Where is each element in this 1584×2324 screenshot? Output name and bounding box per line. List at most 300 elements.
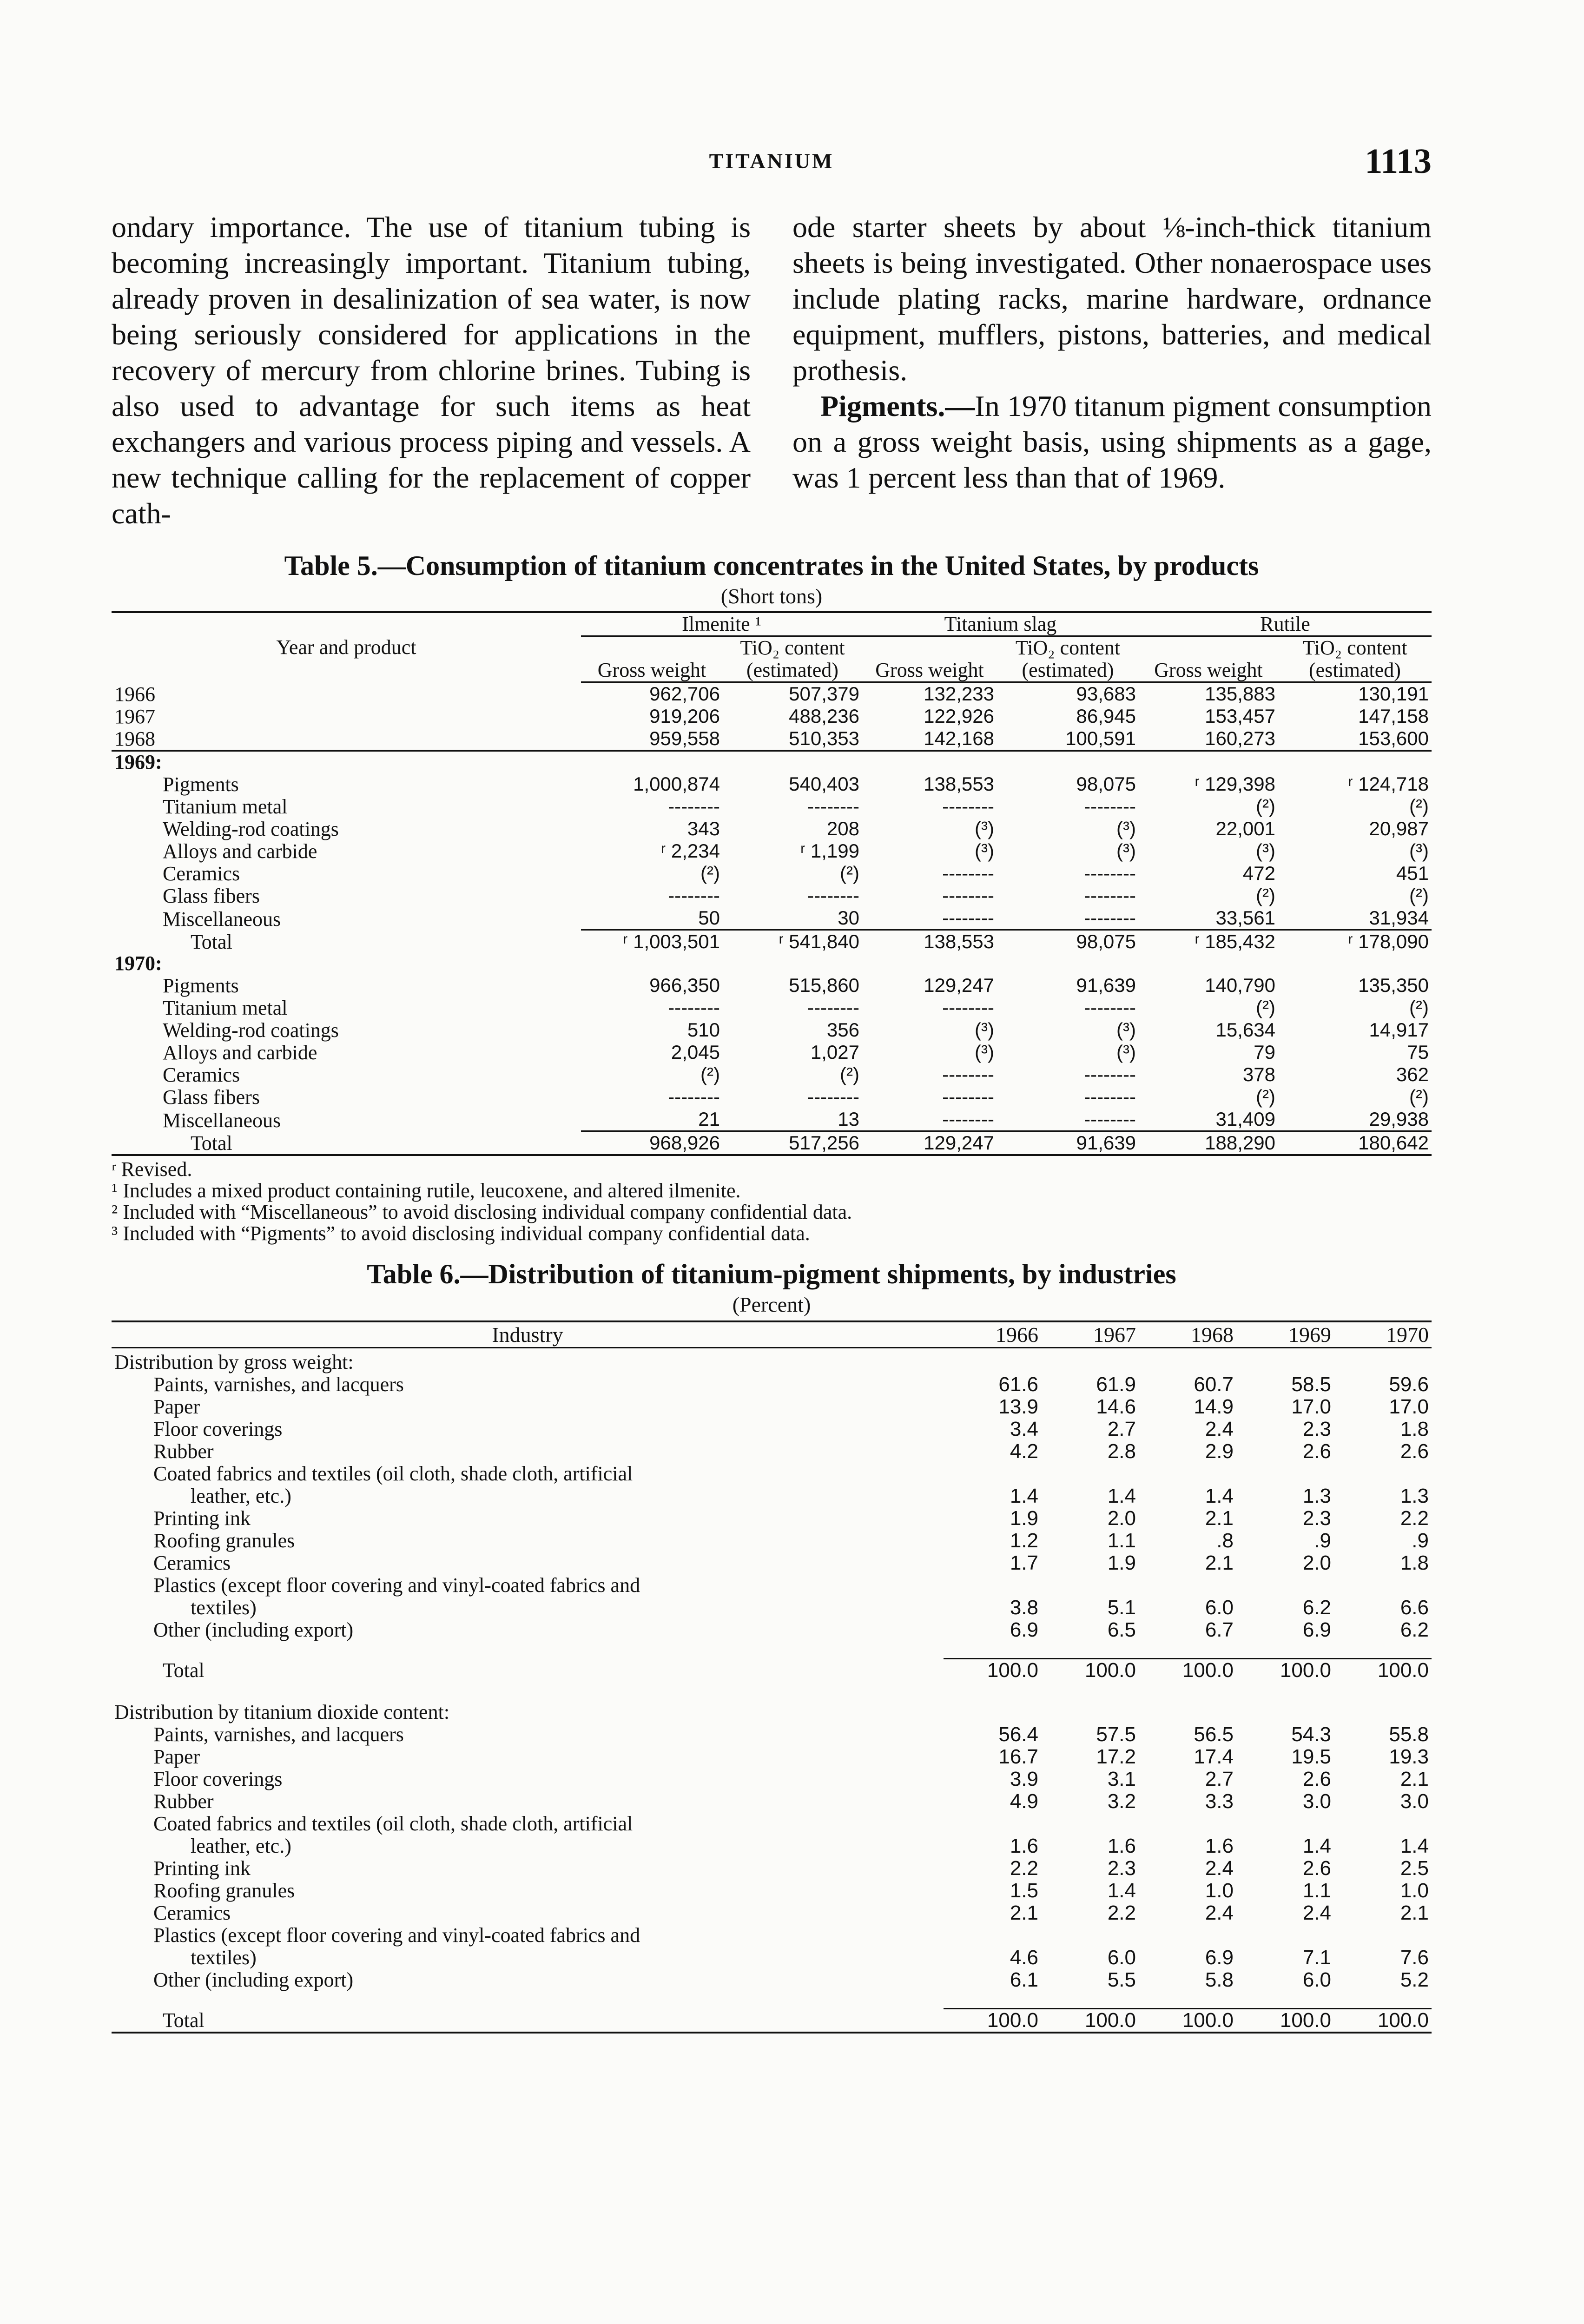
table6-cell: 2.0 [1107,1507,1136,1530]
table5-footnote: ʳ Revised. [112,1158,192,1181]
table6-cell: 1.7 [1010,1552,1038,1574]
table5-col-header: TiO₂ content (estimated) [997,636,1139,682]
table6-cell: 2.6 [1302,1440,1331,1463]
table6-cell: 1.9 [1010,1507,1038,1530]
table5-cell: 21 [698,1108,720,1130]
table6-cell: 61.9 [1096,1373,1136,1396]
table5-cell: (²) [1256,795,1275,817]
table5-cell: 135,350 [1358,974,1429,996]
table6-cell: 2.7 [1107,1418,1136,1440]
table6-empty-cell [1236,1813,1334,1835]
table5-cell: 356 [826,1019,859,1041]
table6-row [112,1768,1432,1790]
table5-row-label: Ceramics [163,862,240,885]
table5-cell: 959,558 [581,727,723,751]
table6-row [112,1723,1432,1746]
table5-cell: 31,409 [1215,1108,1275,1130]
table5-cell: (²) [1256,1086,1275,1108]
table5-row-label: Glass fibers [163,885,260,907]
table5-footnote: ³ Included with “Pigments” to avoid disclosing individual company confidential data. [112,1222,810,1245]
table5-cell: 132,233 [924,683,994,705]
table5-cell: (²) [1409,885,1429,906]
table5-year-label: 1969: [114,751,162,773]
table5-cell: 180,642 [1278,1131,1432,1155]
table6-empty-cell [1139,1813,1236,1835]
table6-cell: 1.4 [1107,1879,1136,1902]
table5-cell: 515,860 [789,974,859,996]
table6-cell: 2.0 [1302,1552,1331,1574]
table5-cell: (²) [1409,997,1429,1018]
table6-cell: 55.8 [1389,1723,1429,1746]
table6-cell: 1.0 [1400,1879,1429,1902]
table5-row-label: 1967 [114,705,155,728]
table6-total-cell: 100.0 [1236,2009,1334,2033]
table5-cell: 378 [1242,1063,1275,1085]
table6-empty-cell [1236,1574,1334,1597]
table5-cell: (²) [700,1063,720,1085]
table5-year-label: 1970: [114,952,162,975]
table5-cell: (²) [1256,885,1275,906]
table5-cell: 160,273 [1139,727,1278,751]
table5-cell: 22,001 [1215,818,1275,839]
table6-cell: 13.9 [998,1395,1038,1418]
table6-cell: 2.1 [1205,1552,1234,1574]
table5-cell: 91,639 [1076,974,1136,996]
table5-cell: 31,934 [1369,907,1429,929]
table6-empty-cell [1139,1463,1236,1485]
table5-cell: 135,883 [1205,683,1275,705]
table5-col-header: Gross weight [1139,636,1278,682]
table6-spacer-cell [112,1641,1432,1659]
table5-cell: 962,706 [649,683,720,705]
table5-footnote: ² Included with “Miscellaneous” to avoid disclosing individual company confidential data. [112,1201,852,1223]
table6-title: Table 6.—Distribution of titanium-pigment shipments, by industries [367,1259,1176,1289]
table6-row [112,1373,1432,1396]
table6-cell: 14.6 [1096,1395,1136,1418]
table6-cell: 60.7 [1194,1373,1234,1396]
table6-cell: 57.5 [1096,1723,1136,1746]
table6-year-header: 1969 [1236,1321,1334,1348]
table6-row-label: Paints, varnishes, and lacquers [153,1373,404,1396]
table6-cell: 2.5 [1400,1857,1429,1880]
table5-cell: 50 [698,907,720,929]
table5-row-label: Glass fibers [163,1086,260,1109]
table6-total-cell: 100.0 [944,2009,1041,2033]
table5-cell: -------- [1084,862,1136,884]
pigments-text: In 1970 titanum pigment consumption on a gross weight basis, using shipments as a gage, was 1 percent less than that of 1969. [792,390,1432,494]
table5-row-label: Welding-rod coatings [163,1019,339,1042]
table5-row-label: Pigments [163,974,239,997]
table6-cell: 2.2 [1107,1901,1136,1924]
table6-cell: 14.9 [1194,1395,1234,1418]
table5-col-header: TiO₂ content (estimated) [1278,636,1432,682]
table5-col-header: Gross weight [862,636,997,682]
table6-empty-cell [944,1463,1041,1485]
table5-row [112,1019,1432,1041]
table5-cell: 14,917 [1369,1019,1429,1041]
table6-cell: 1.4 [1400,1835,1429,1857]
table6-total-label: Total [163,1659,205,1682]
table6-row [112,1396,1432,1418]
table5-cell: ʳ 541,840 [723,930,862,953]
table6-total-row [112,1659,1432,1682]
table5-cell: 1,000,874 [633,773,720,795]
table5-cell: -------- [1084,907,1136,929]
table5-cell: 91,639 [997,1131,1139,1155]
table5-row [112,773,1432,795]
table5-cell: (³) [1116,840,1136,862]
table5-cell: -------- [1084,1086,1136,1108]
table5-row [112,840,1432,862]
table6-cell: 17.2 [1096,1745,1136,1768]
table6-row-label: Other (including export) [153,1618,354,1641]
table6-cell: 3.8 [1010,1596,1038,1619]
table5-row [112,862,1432,885]
table6-cell: 4.9 [1010,1790,1038,1813]
table5-cell: 29,938 [1369,1108,1429,1130]
table6-cell: 2.1 [1400,1901,1429,1924]
table5-row-label: Miscellaneous [163,1109,281,1132]
table5-cell: -------- [668,795,720,817]
table6-row [112,1597,1432,1619]
table6-row-label: Coated fabrics and textiles (oil cloth, shade cloth, artificial [153,1812,633,1835]
table5-year-heading [112,751,1432,773]
table5-cell: -------- [1084,1063,1136,1085]
table5 [112,611,1432,1156]
table6-spacer [112,1682,1432,1698]
table6-cell: 1.9 [1107,1552,1136,1574]
table5-cell: ʳ 185,432 [1139,930,1278,953]
table6-row [112,1857,1432,1880]
table6-cell: 1.6 [1107,1835,1136,1857]
table5-cell: 507,379 [789,683,859,705]
table5-row-label: Pigments [163,773,239,796]
table6-empty-cell [944,1924,1041,1947]
table6-spacer [112,1991,1432,2009]
table5-cell: 488,236 [789,705,859,727]
table6-cell: .9 [1412,1529,1429,1552]
table6-cell: 6.0 [1205,1596,1234,1619]
running-head: TITANIUM [709,149,834,173]
table5-row [112,885,1432,907]
table6-cell: 2.3 [1107,1857,1136,1880]
table6-cell: 16.7 [998,1745,1038,1768]
table6-cell: 4.2 [1010,1440,1038,1463]
table5-cell: (³) [975,1019,994,1041]
table6-cell: 1.6 [1205,1835,1234,1857]
table6-cell: .8 [1216,1529,1234,1552]
table5-row [112,1131,1432,1155]
table6-row [112,1619,1432,1641]
table5-cell: ʳ 124,718 [1348,773,1429,795]
table6-cell: 5.2 [1400,1968,1429,1991]
table6-row-label: Rubber [153,1440,214,1463]
right-paragraph-2 [792,388,1432,495]
table6-cell: 2.6 [1302,1857,1331,1880]
table5-cell: 208 [826,818,859,839]
table5-row-label: 1968 [112,727,581,751]
table5-cell: 140,790 [1205,974,1275,996]
table6-row [112,1418,1432,1440]
table5-cell: -------- [807,997,859,1018]
table5-cell: -------- [942,1086,994,1108]
right-column [792,209,1432,531]
table6-cell: 1.4 [1302,1835,1331,1857]
table6-row-label: Paints, varnishes, and lacquers [153,1723,404,1746]
table6-cell: 3.9 [1010,1768,1038,1790]
table6-row-label: Printing ink [153,1507,251,1530]
table6-cell: 6.9 [1010,1618,1038,1641]
table6-cell: 1.8 [1400,1552,1429,1574]
table6-cell: 6.2 [1302,1596,1331,1619]
table5-stub-header: Year and product [276,636,416,659]
table5-row [112,930,1432,953]
table6-row-label: Printing ink [153,1857,251,1880]
table6-row [112,1530,1432,1552]
table5-cell: (²) [1409,1086,1429,1108]
table5-cell: ʳ 1,199 [800,840,859,862]
table6-section-heading [112,1348,1432,1374]
table5-cell: ʳ 2,234 [661,840,720,862]
table5-unit: (Short tons) [720,584,823,608]
table5-row [112,818,1432,840]
table5-row [112,974,1432,997]
table6-cell: 1.6 [1010,1835,1038,1857]
table6-year-header: 1970 [1334,1321,1432,1348]
table6-empty-cell [1041,1924,1139,1947]
table6-cell: 2.1 [1400,1768,1429,1790]
table5-cell: 13 [838,1108,859,1130]
table5-cell: 472 [1242,862,1275,884]
table5-group-ilmenite: Ilmenite ¹ [581,612,862,636]
table5-cell: (³) [1409,840,1429,862]
table5-row-label: Total [112,1131,581,1155]
table5-cell: 142,168 [862,727,997,751]
table5-cell: (³) [975,1041,994,1063]
table5-cell: -------- [942,862,994,884]
table5-cell: -------- [942,997,994,1018]
table5-col-header: Gross weight [581,636,723,682]
table5-row [112,1041,1432,1063]
table5-cell: (³) [1116,1019,1136,1041]
table5-footnotes [112,1159,1432,1244]
table5-cell: 153,600 [1278,727,1432,751]
table5-cell: -------- [668,997,720,1018]
table5-cell: ʳ 129,398 [1195,773,1275,795]
table6-cell: 2.2 [1400,1507,1429,1530]
table5-cell: 20,987 [1369,818,1429,839]
table6-cell: 59.6 [1389,1373,1429,1396]
table6-row-label-cont: textiles) [191,1946,257,1969]
table6-year-header: 1968 [1139,1321,1236,1348]
table6-total-cell: 100.0 [944,1659,1041,1682]
table6-section-heading [112,1698,1432,1723]
left-paragraph: ondary importance. The use of titanium tubing is becoming increasingly important. Titanium tubing, already proven in desalinization of sea water, is now being seriously considered for applications in the recovery of mercury from chlorine brines. Tubing is also used to advantage for such items as heat exchangers and various process piping and vessels. A new technique calling for the replacement of copper cath- [112,211,751,530]
table6-cell: 3.4 [1010,1418,1038,1440]
table6-empty-cell [1334,1463,1432,1485]
table6-year-header: 1966 [944,1321,1041,1348]
table6-cell: 56.4 [998,1723,1038,1746]
table6-cell: 19.5 [1291,1745,1331,1768]
table6-cell: 6.0 [1107,1946,1136,1969]
table5-footnote: ¹ Includes a mixed product containing rutile, leucoxene, and altered ilmenite. [112,1179,741,1202]
table5-row [112,997,1432,1019]
table5-cell: 517,256 [723,1131,862,1155]
table6-cell: 2.6 [1302,1768,1331,1790]
table5-cell: 98,075 [997,930,1139,953]
table5-row-label: 1966 [114,683,155,706]
table5-year-heading [112,953,1432,974]
table5-cell: 147,158 [1358,705,1429,727]
table6-section-label: Distribution by gross weight: [114,1351,354,1373]
table6-row-label: Floor coverings [153,1768,283,1790]
table5-cell: (²) [700,862,720,884]
table6-cell: 54.3 [1291,1723,1331,1746]
table6-cell: 5.8 [1205,1968,1234,1991]
table5-cell: ʳ 1,003,501 [581,930,723,953]
table6-row [112,1947,1432,1969]
table5-cell: -------- [1084,1108,1136,1130]
table6-cell: 3.1 [1107,1768,1136,1790]
table5-row-label: Titanium metal [163,997,288,1019]
table6-total-cell: 100.0 [1139,2009,1236,2033]
table6-cell: 7.6 [1400,1946,1429,1969]
table6-year-header: 1967 [1041,1321,1139,1348]
table6-cell: 6.5 [1107,1618,1136,1641]
table6-cell: 17.4 [1194,1745,1234,1768]
table5-row [112,705,1432,727]
table6-cell: 6.9 [1302,1618,1331,1641]
table5-col-header: TiO₂ content (estimated) [723,636,862,682]
table5-cell: -------- [1084,885,1136,906]
table5-cell: -------- [942,1108,994,1130]
table6-cell: 2.2 [1010,1857,1038,1880]
table5-row [112,1108,1432,1131]
table6-empty-cell [1041,1574,1139,1597]
table6-unit: (Percent) [732,1293,811,1316]
table6-row-label: Ceramics [153,1552,231,1574]
table5-row-label: Alloys and carbide [163,1041,317,1064]
table6-total-cell: 100.0 [1334,1659,1432,1682]
table6-section-label: Distribution by titanium dioxide content: [114,1701,450,1723]
table5-cell: (²) [1256,997,1275,1018]
table5-cell: 451 [1396,862,1429,884]
table5-cell: 100,591 [997,727,1139,751]
table6-total-cell: 100.0 [1236,1659,1334,1682]
table5-row-label: Total [191,931,232,953]
table5-row [112,1086,1432,1108]
left-column [112,209,751,531]
table5-group-slag: Titanium slag [862,612,1139,636]
table6-row [112,1835,1432,1857]
table5-row-label: Miscellaneous [163,907,281,931]
table6-total-row [112,2009,1432,2033]
table5-cell: 75 [1407,1041,1429,1063]
table6-cell: 1.4 [1205,1485,1234,1507]
table5-cell: (²) [1409,795,1429,817]
right-paragraph-1: ode starter sheets by about ⅛-inch-thick titanium sheets is being investigated. Other nonaerospace uses include plating racks, marine hardware, ordnance equipment, mufflers, pistons, batteries, and medical prothesis. [792,211,1432,387]
table6-cell: 6.0 [1302,1968,1331,1991]
table5-row-label: Welding-rod coatings [163,818,339,840]
table6-cell: 1.4 [1107,1485,1136,1507]
table6-row-label-cont: leather, etc.) [191,1835,291,1857]
table6-row-label: Ceramics [153,1901,231,1924]
pigments-heading: Pigments.— [820,390,975,423]
table6-row-label: Other (including export) [153,1968,354,1991]
table5-group-rutile: Rutile [1139,612,1432,636]
table5-cell: -------- [942,885,994,906]
table6-cell: 1.0 [1205,1879,1234,1902]
table6-cell: 3.2 [1107,1790,1136,1813]
table6-cell: 19.3 [1389,1745,1429,1768]
table5-cell: 122,926 [924,705,994,727]
table6-row-label: Rubber [153,1790,214,1813]
table6-cell: 1.4 [1010,1485,1038,1507]
table6-total-cell: 100.0 [1041,2009,1139,2033]
table6-row-label: Roofing granules [153,1879,295,1902]
table5-cell: -------- [807,885,859,906]
table6-cell: 7.1 [1302,1946,1331,1969]
table6-empty-cell [1139,1924,1236,1947]
table6-cell: 2.4 [1205,1857,1234,1880]
table5-cell: (³) [1256,840,1275,862]
table6-row [112,1924,1432,1947]
table6-empty-cell [1334,1813,1432,1835]
table6-row [112,1790,1432,1813]
table6-cell: 6.9 [1205,1946,1234,1969]
table5-cell: 93,683 [1076,683,1136,705]
table5-cell: 98,075 [1076,773,1136,795]
table6-cell: 2.1 [1205,1507,1234,1530]
table6-row-label: Paper [153,1745,200,1768]
table6-empty-cell [1041,1813,1139,1835]
table6-empty-cell [944,1813,1041,1835]
table6-cell: 2.3 [1302,1507,1331,1530]
table5-cell: 510,353 [723,727,862,751]
table5-row [112,682,1432,706]
table6-empty-cell [1139,1574,1236,1597]
table6-cell: 2.8 [1107,1440,1136,1463]
table5-cell: 1,027 [810,1041,859,1063]
table6-spacer-cell [112,1682,1432,1698]
table6-cell: 2.1 [1010,1901,1038,1924]
table6-cell: 6.2 [1400,1618,1429,1641]
table6-cell: .9 [1314,1529,1331,1552]
document-page [112,144,1432,2034]
table5-cell: 33,561 [1215,907,1275,929]
table6-cell: 2.3 [1302,1418,1331,1440]
table6-row [112,1574,1432,1597]
table6-row-label: Plastics (except floor covering and vinyl-coated fabrics and [153,1574,640,1597]
table6-cell: 5.1 [1107,1596,1136,1619]
table5-cell: 968,926 [581,1131,723,1155]
table5-cell: 129,247 [862,1131,997,1155]
table5-row [112,727,1432,751]
table6-empty-cell [1334,1574,1432,1597]
table5-cell: -------- [668,1086,720,1108]
table5-title: Table 5.—Consumption of titanium concentrates in the United States, by products [284,550,1259,581]
table5-cell: 343 [687,818,720,839]
table6-row-label: Plastics (except floor covering and vinyl-coated fabrics and [153,1924,640,1947]
table6-cell: 1.3 [1400,1485,1429,1507]
table6-row-label-cont: leather, etc.) [191,1485,291,1507]
table6-cell: 2.7 [1205,1768,1234,1790]
table6-spacer [112,1641,1432,1659]
table6-cell: 58.5 [1291,1373,1331,1396]
table6-spacer-cell [112,1991,1432,2009]
page-header [112,144,1432,195]
table5-row-label: Titanium metal [163,795,288,818]
